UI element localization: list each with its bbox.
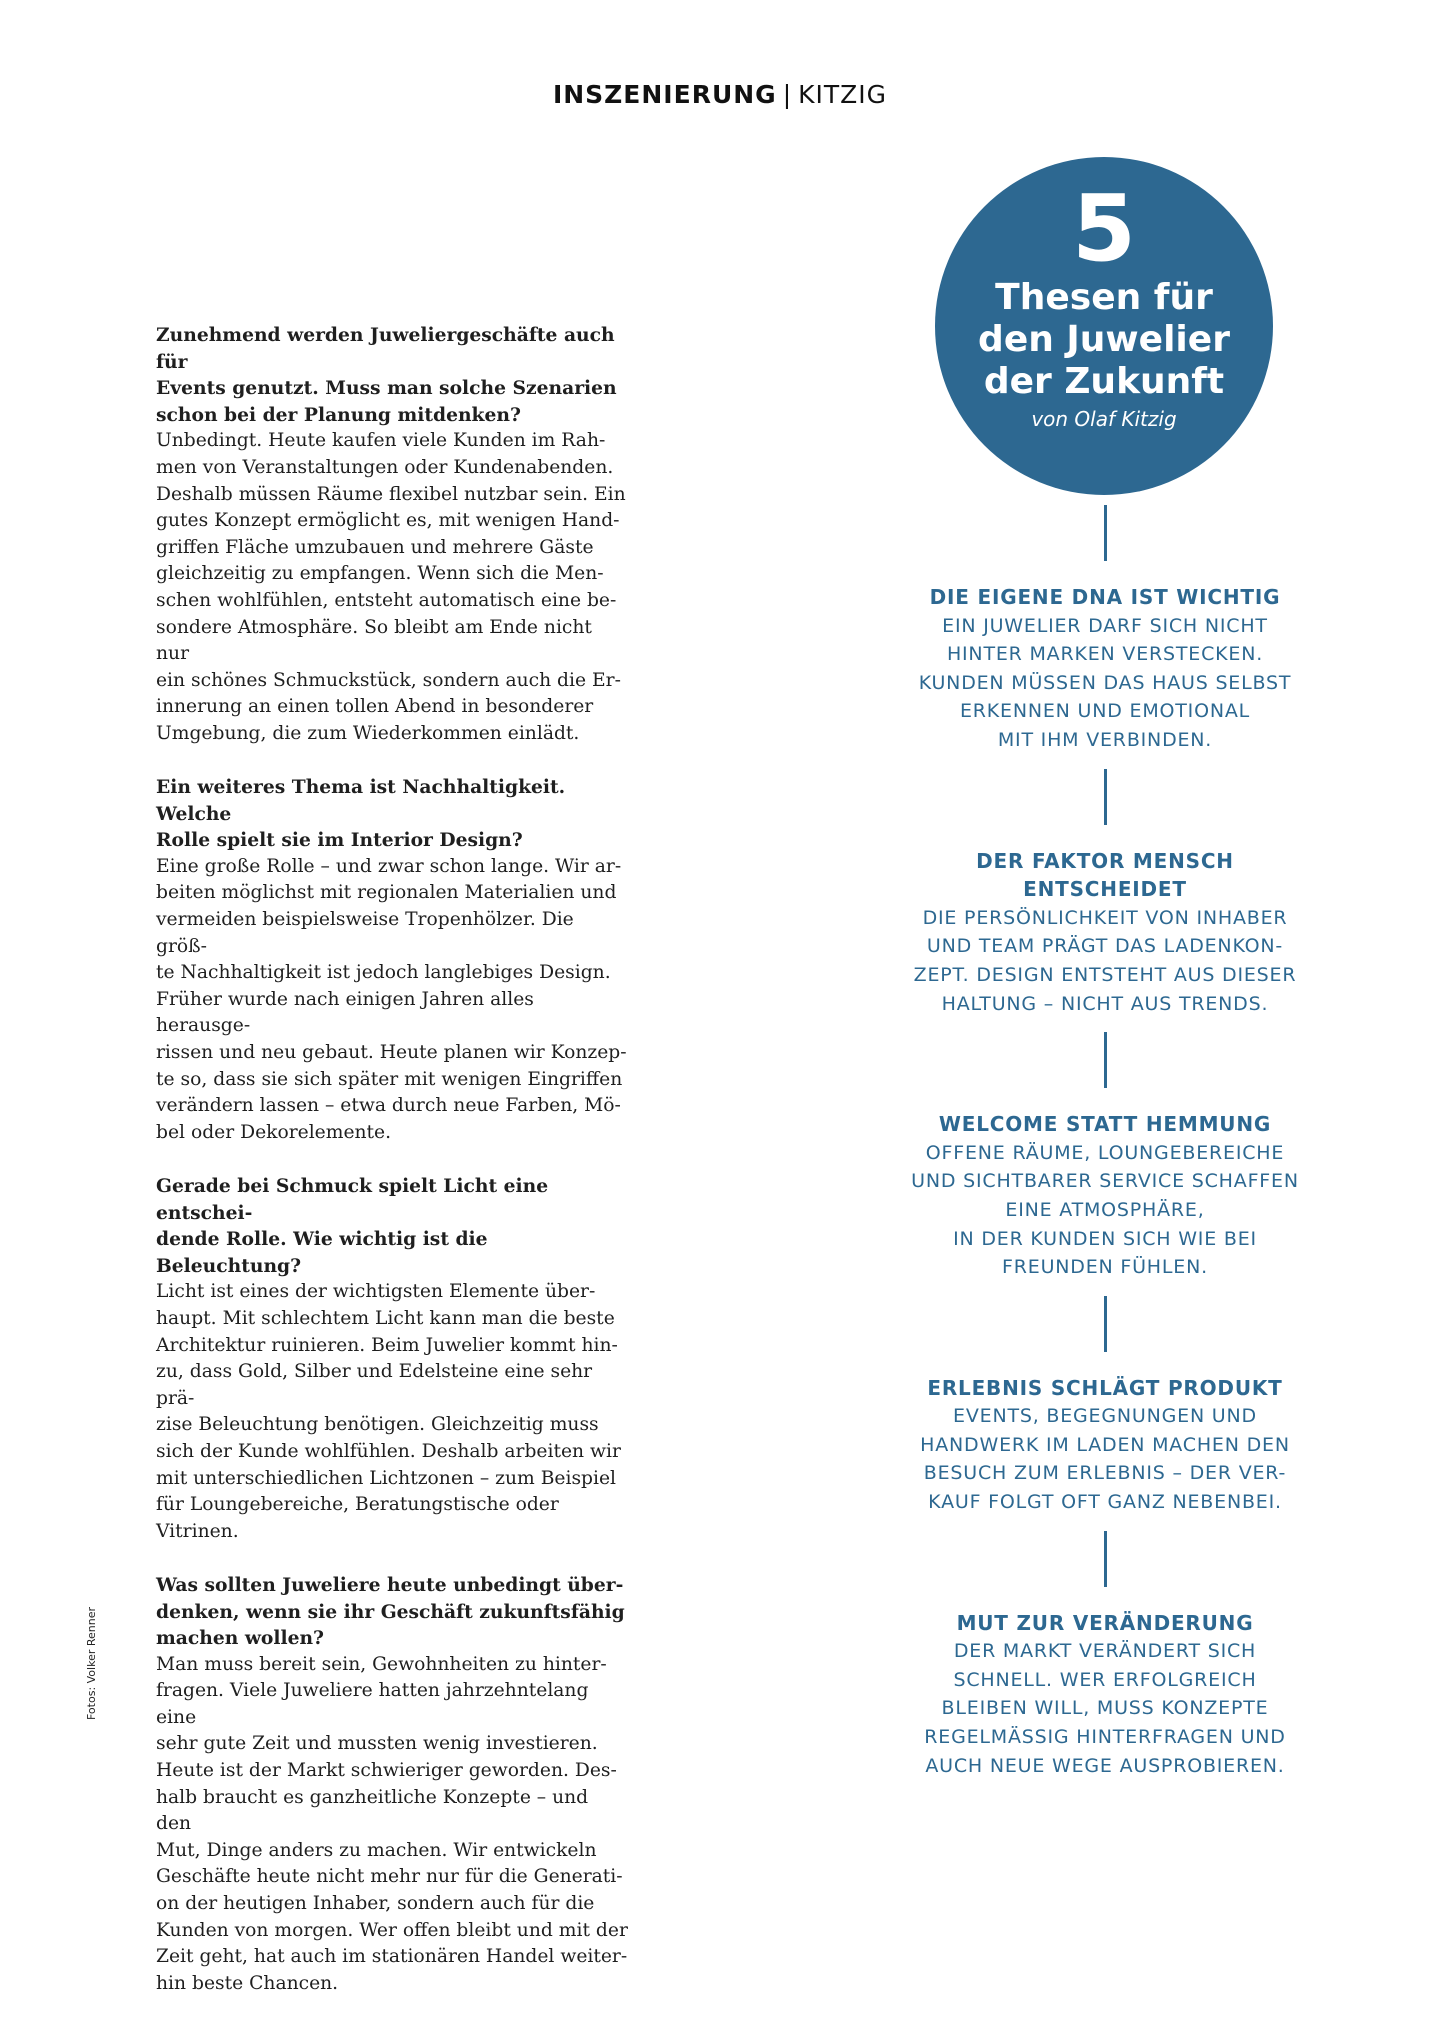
thesis-line: REGELMÄSSIG HINTERFRAGEN UND <box>924 1726 1286 1749</box>
answer-line: sich der Kunde wohlfühlen. Deshalb arbeiten wir <box>156 1440 621 1462</box>
thesis-body <box>900 1402 1310 1516</box>
answer-line: schen wohlfühlen, entsteht automatisch eine be- <box>156 589 617 611</box>
answer-line: Mut, Dinge anders zu machen. Wir entwickeln <box>156 1839 597 1861</box>
thesis-line: UND TEAM PRÄGT DAS LADENKON- <box>926 935 1284 958</box>
thesis-line: ZEPT. DESIGN ENTSTEHT AUS DIESER <box>913 963 1297 986</box>
thesis-line: OFFENE RÄUME, LOUNGEBEREICHE <box>925 1141 1285 1164</box>
divider-line <box>1104 1032 1107 1088</box>
answer-line: hin beste Chancen. <box>156 1972 339 1994</box>
interview-column <box>156 322 628 2024</box>
divider-line <box>1104 1296 1107 1352</box>
thesis-line: EINE ATMOSPHÄRE, <box>1005 1198 1205 1221</box>
answer-line: te so, dass sie sich später mit wenigen Eingriffen <box>156 1068 623 1090</box>
thesis-line: FREUNDEN FÜHLEN. <box>1002 1256 1208 1279</box>
answer-line: Deshalb müssen Räume flexibel nutzbar sein. Ein <box>156 483 626 505</box>
header-separator: | <box>782 80 793 109</box>
answer-line: Geschäfte heute nicht mehr nur für die Generati- <box>156 1866 623 1888</box>
question-line: machen wollen? <box>156 1627 325 1650</box>
theses-count: 5 <box>1071 175 1136 282</box>
thesis-title: ERLEBNIS SCHLÄGT PRODUKT <box>927 1375 1283 1400</box>
answer-line: Kunden von morgen. Wer offen bleibt und mit der <box>156 1919 628 1941</box>
thesis-line: KAUF FOLGT OFT GANZ NEBENBEI. <box>928 1491 1282 1514</box>
divider-line <box>1104 1531 1107 1587</box>
thesis-title: WELCOME STATT HEMMUNG <box>938 1112 1272 1137</box>
answer-line: Heute ist der Markt schwieriger geworden. Des- <box>156 1760 617 1782</box>
question-line: Gerade bei Schmuck spielt Licht eine entschei- <box>156 1175 549 1224</box>
interview-block <box>156 1572 628 1998</box>
question-line: Rolle spielt sie im Interior Design? <box>156 829 523 852</box>
interview-question <box>156 1572 628 1652</box>
answer-line: gleichzeitig zu empfangen. Wenn sich die Men- <box>156 563 604 585</box>
question-line: Zunehmend werden Juweliergeschäfte auch für <box>156 324 615 373</box>
question-line: Ein weiteres Thema ist Nachhaltigkeit. Welche <box>156 776 566 825</box>
answer-line: Zeit geht, hat auch im stationären Handel weiter- <box>156 1946 628 1968</box>
interview-block <box>156 322 628 748</box>
question-line: Events genutzt. Muss man solche Szenarien <box>156 377 617 400</box>
theses-title <box>935 277 1273 403</box>
question-line: schon bei der Planung mitdenken? <box>156 403 521 426</box>
answer-line: rissen und neu gebaut. Heute planen wir Konzep- <box>156 1042 627 1064</box>
question-line: dende Rolle. Wie wichtig ist die Beleuchtung? <box>156 1228 488 1277</box>
thesis-item <box>900 505 1310 755</box>
answer-line: Architektur ruinieren. Beim Juwelier kommt hin- <box>156 1334 618 1356</box>
theses-title-line: Thesen für <box>995 277 1213 318</box>
interview-block <box>156 1173 628 1545</box>
answer-line: fragen. Viele Juweliere hatten jahrzehntelang eine <box>156 1680 589 1728</box>
thesis-line: KUNDEN MÜSSEN DAS HAUS SELBST <box>918 671 1292 694</box>
thesis-line: SCHNELL. WER ERFOLGREICH <box>953 1668 1257 1691</box>
answer-line: zise Beleuchtung benötigen. Gleichzeitig muss <box>156 1414 599 1436</box>
answer-line: ein schönes Schmuckstück, sondern auch die Er- <box>156 669 621 691</box>
thesis-line: AUCH NEUE WEGE AUSPROBIEREN. <box>925 1754 1285 1777</box>
section-title: INSZENIERUNG <box>552 80 777 109</box>
theses-title-line: den Juwelier <box>978 319 1230 360</box>
thesis-body <box>900 1637 1310 1780</box>
thesis-body <box>900 612 1310 755</box>
answer-line: on der heutigen Inhaber, sondern auch für die <box>156 1893 595 1915</box>
question-line: Was sollten Juweliere heute unbedingt über- <box>156 1573 624 1596</box>
answer-line: gutes Konzept ermöglicht es, mit wenigen Hand- <box>156 510 620 532</box>
answer-line: Unbedingt. Heute kaufen viele Kunden im Rah- <box>156 430 606 452</box>
thesis-title: DER FAKTOR MENSCH ENTSCHEIDET <box>976 848 1234 902</box>
answer-line: sehr gute Zeit und mussten wenig investieren. <box>156 1733 598 1755</box>
answer-line: sondere Atmosphäre. So bleibt am Ende nicht nur <box>156 616 592 665</box>
interview-question <box>156 322 628 428</box>
answer-line: griffen Fläche umzubauen und mehrere Gäste <box>156 536 594 558</box>
page-header <box>0 80 1440 109</box>
section-subject: KITZIG <box>798 80 888 109</box>
thesis-item <box>900 769 1310 1019</box>
thesis-line: MIT IHM VERBINDEN. <box>997 728 1213 751</box>
answer-line: Früher wurde nach einigen Jahren alles herausge- <box>156 988 534 1037</box>
thesis-line: HANDWERK IM LADEN MACHEN DEN <box>920 1433 1290 1456</box>
answer-line: mit unterschiedlichen Lichtzonen – zum Beispiel <box>156 1467 617 1489</box>
thesis-line: IN DER KUNDEN SICH WIE BEI <box>953 1227 1257 1250</box>
thesis-line: UND SICHTBARER SERVICE SCHAFFEN <box>911 1170 1299 1193</box>
thesis-line: DER MARKT VERÄNDERT SICH <box>953 1640 1257 1663</box>
theses-list <box>900 505 1310 1794</box>
answer-line: bel oder Dekorelemente. <box>156 1121 392 1143</box>
answer-line: Licht ist eines der wichtigsten Elemente über- <box>156 1281 596 1303</box>
interview-answer <box>156 428 628 747</box>
answer-line: verändern lassen – etwa durch neue Farben, Mö- <box>156 1095 621 1117</box>
theses-title-line: der Zukunft <box>983 361 1225 402</box>
interview-block <box>156 774 628 1146</box>
thesis-line: DIE PERSÖNLICHKEIT VON INHABER <box>922 906 1288 929</box>
question-line: denken, wenn sie ihr Geschäft zukunftsfähig <box>156 1600 625 1623</box>
thesis-line: EVENTS, BEGEGNUNGEN UND <box>953 1405 1257 1428</box>
answer-line: innerung an einen tollen Abend in besonderer <box>156 696 594 718</box>
answer-line: zu, dass Gold, Silber und Edelsteine eine sehr prä- <box>156 1361 593 1409</box>
thesis-body <box>900 904 1310 1018</box>
thesis-line: HALTUNG – NICHT AUS TRENDS. <box>941 992 1269 1015</box>
answer-line: men von Veranstaltungen oder Kundenabenden. <box>156 456 614 478</box>
interview-answer <box>156 1279 628 1545</box>
answer-line: vermeiden beispielsweise Tropenhölzer. Die größ- <box>156 909 574 957</box>
thesis-item <box>900 1032 1310 1282</box>
answer-line: halb braucht es ganzheitliche Konzepte – und den <box>156 1786 589 1835</box>
theses-byline: von Olaf Kitzig <box>1031 407 1177 431</box>
answer-line: haupt. Mit schlechtem Licht kann man die beste <box>156 1307 615 1329</box>
thesis-title: MUT ZUR VERÄNDERUNG <box>956 1610 1254 1635</box>
answer-line: Man muss bereit sein, Gewohnheiten zu hinter- <box>156 1653 607 1675</box>
answer-line: te Nachhaltigkeit ist jedoch langlebiges Design. <box>156 962 611 984</box>
photo-credit: Fotos: Volker Renner <box>85 1606 98 1720</box>
thesis-item <box>900 1531 1310 1781</box>
interview-answer <box>156 854 628 1147</box>
theses-badge <box>935 157 1273 495</box>
answer-line: Eine große Rolle – und zwar schon lange. Wir ar- <box>156 855 622 877</box>
answer-line: Vitrinen. <box>156 1520 239 1542</box>
divider-line <box>1104 769 1107 825</box>
interview-question <box>156 774 628 854</box>
thesis-body <box>900 1139 1310 1282</box>
thesis-item <box>900 1296 1310 1517</box>
answer-line: für Loungebereiche, Beratungstische oder <box>156 1494 559 1516</box>
divider-line <box>1104 505 1107 561</box>
thesis-line: ERKENNEN UND EMOTIONAL <box>959 700 1251 723</box>
thesis-line: EIN JUWELIER DARF SICH NICHT <box>942 614 1268 637</box>
thesis-title: DIE EIGENE DNA IST WICHTIG <box>929 585 1281 609</box>
interview-answer <box>156 1652 628 1998</box>
answer-line: Umgebung, die zum Wiederkommen einlädt. <box>156 722 580 744</box>
thesis-line: HINTER MARKEN VERSTECKEN. <box>946 643 1264 666</box>
thesis-line: BLEIBEN WILL, MUSS KONZEPTE <box>941 1697 1269 1720</box>
answer-line: beiten möglichst mit regionalen Materialien und <box>156 882 617 904</box>
thesis-line: BESUCH ZUM ERLEBNIS – DER VER- <box>923 1462 1287 1485</box>
interview-question <box>156 1173 628 1279</box>
